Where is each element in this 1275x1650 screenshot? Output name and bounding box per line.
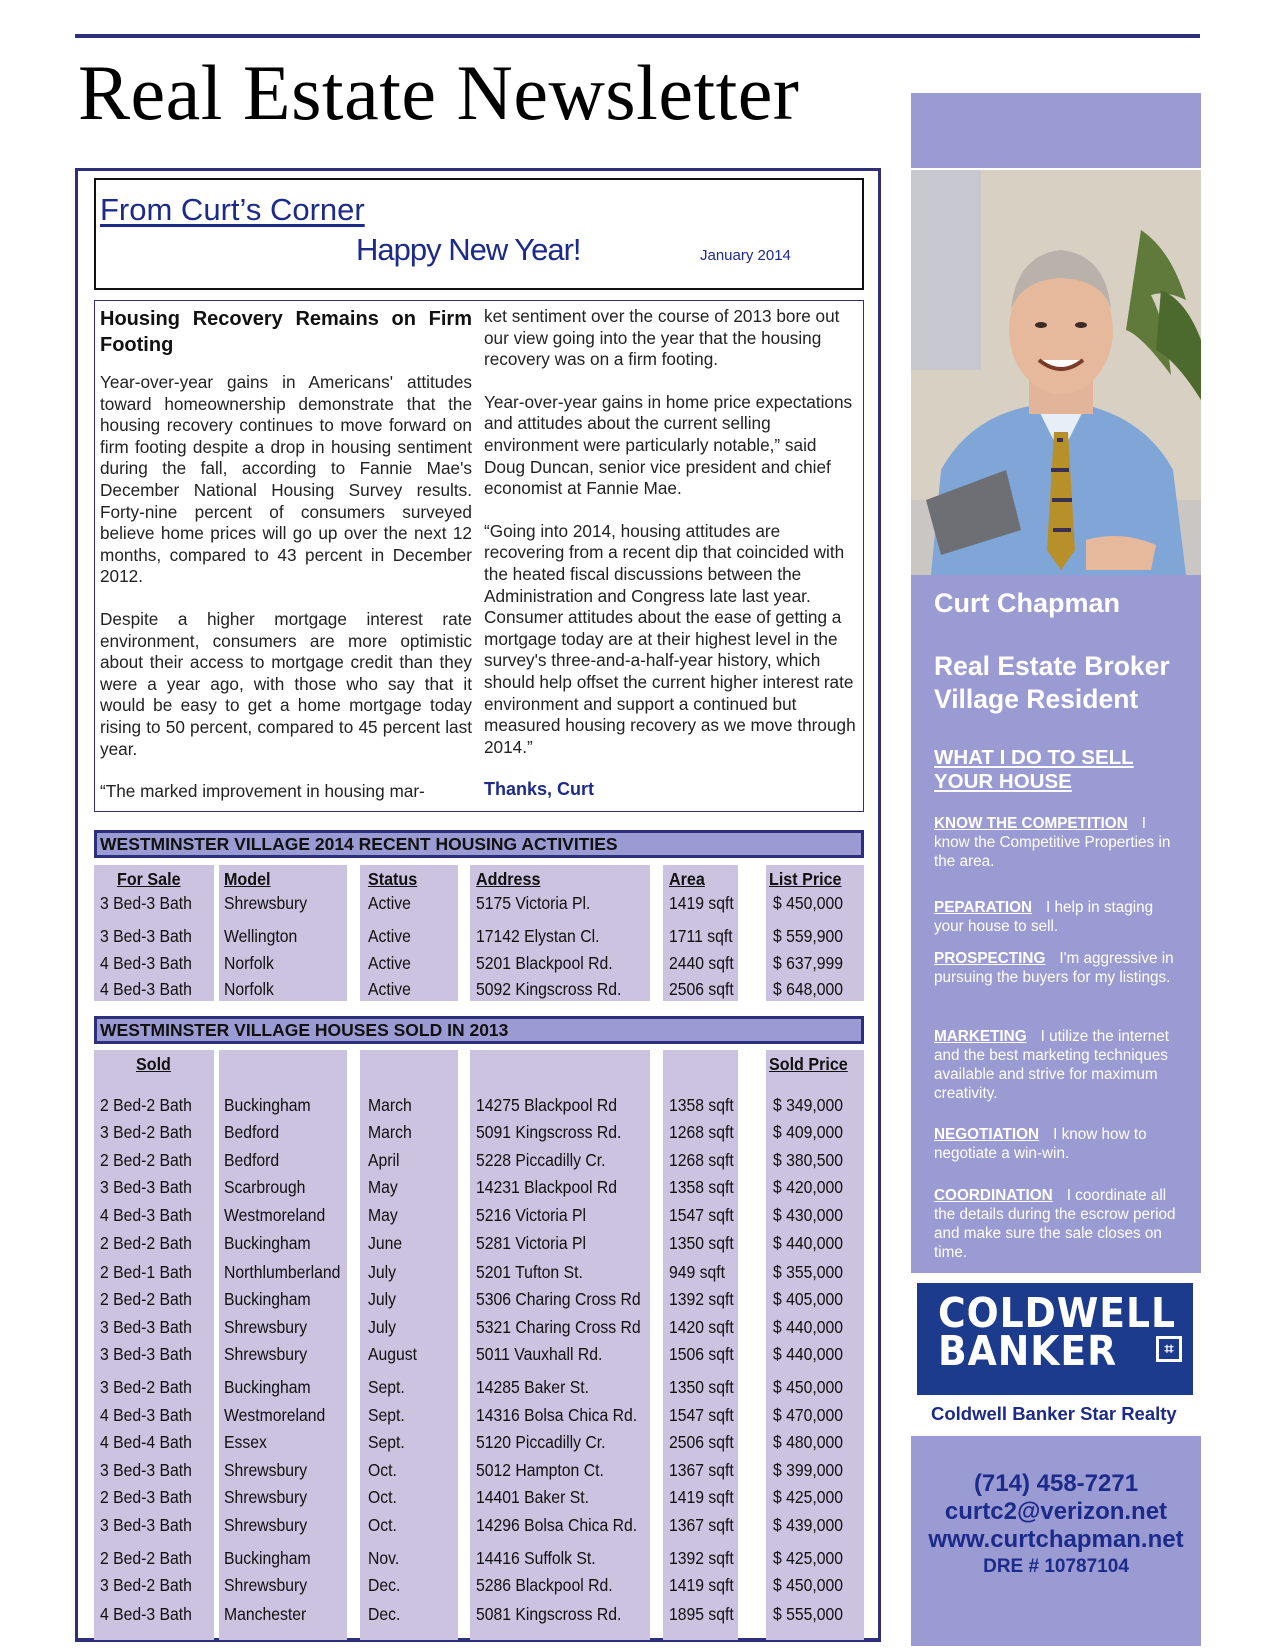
table-cell: $ 399,000	[773, 1460, 844, 1480]
table-cell: 1350 sqft	[669, 1377, 734, 1397]
table-cell: Sept.	[368, 1405, 405, 1425]
table-cell: 14316 Bolsa Chica Rd.	[476, 1405, 638, 1425]
table-cell: Manchester	[224, 1604, 307, 1624]
recent-activities-header: WESTMINSTER VILLAGE 2014 RECENT HOUSING ACTIVITIES	[94, 830, 864, 858]
table-cell: April	[368, 1150, 400, 1170]
table-cell: July	[368, 1289, 397, 1309]
table-cell: Active	[368, 926, 411, 946]
table-column-header: Status	[368, 869, 418, 889]
table-cell: Scarbrough	[224, 1177, 306, 1197]
service-item-text: I help in staging your house to sell.	[934, 899, 1154, 935]
service-item-text: I know the Competitive Properties in the area.	[934, 815, 1171, 870]
table-cell: 3 Bed-2 Bath	[100, 1575, 192, 1595]
broker-portrait-image	[911, 170, 1201, 575]
greeting: Happy New Year!	[356, 232, 581, 267]
table-cell: 3 Bed-3 Bath	[100, 1460, 192, 1480]
table-cell: 5281 Victoria Pl	[476, 1233, 587, 1253]
service-item-text: I know how to negotiate a win-win.	[934, 1126, 1147, 1162]
table-cell: 2 Bed-2 Bath	[100, 1233, 192, 1253]
table-cell: Buckingham	[224, 1289, 311, 1309]
table-cell: 1367 sqft	[669, 1515, 734, 1535]
service-item-title: KNOW THE COMPETITION	[934, 815, 1128, 832]
table-cell: 1419 sqft	[669, 1487, 734, 1507]
table-cell: May	[368, 1205, 398, 1225]
table-cell: $ 355,000	[773, 1262, 844, 1282]
article-paragraph: Year-over-year gains in home price expectations and attitudes about the current selling environment were particularly notable,” said Doug Duncan, senior vice president and chief economist at Fannie Mae.	[484, 391, 853, 499]
service-item	[934, 1186, 1184, 1262]
table-cell: July	[368, 1317, 397, 1337]
table-cell: 3 Bed-3 Bath	[100, 1177, 192, 1197]
table-cell: 4 Bed-3 Bath	[100, 979, 192, 999]
table-cell: 5286 Blackpool Rd.	[476, 1575, 613, 1595]
corner-title: From Curt’s Corner	[100, 192, 365, 227]
table-cell: Norfolk	[224, 953, 274, 973]
table-cell: $ 450,000	[773, 1377, 844, 1397]
table-cell: 2 Bed-3 Bath	[100, 1487, 192, 1507]
table-cell: $ 430,000	[773, 1205, 844, 1225]
table-cell: 3 Bed-3 Bath	[100, 1515, 192, 1535]
table-cell: Nov.	[368, 1548, 400, 1568]
table-cell: 2 Bed-1 Bath	[100, 1262, 192, 1282]
article-paragraph: Despite a higher mortgage interest rate environment, consumers are more optimistic about their access to mortgage credit than they were a year ago, with those who say that it would be easy to get a home mortgage today rising to 50 percent, compared to 45 percent last year.	[100, 608, 472, 759]
table-cell: 1895 sqft	[669, 1604, 734, 1624]
table-cell: March	[368, 1095, 412, 1115]
table-cell: Buckingham	[224, 1095, 311, 1115]
table-cell: June	[368, 1233, 403, 1253]
brand-emblem-icon: ⌗	[1156, 1336, 1182, 1362]
table-cell: 1392 sqft	[669, 1289, 734, 1309]
table-cell: 14401 Baker St.	[476, 1487, 589, 1507]
table-cell: $ 450,000	[773, 1575, 844, 1595]
table-cell: 5081 Kingscross Rd.	[476, 1604, 622, 1624]
table-cell: Active	[368, 893, 411, 913]
table-cell: 1392 sqft	[669, 1548, 734, 1568]
table-cell: $ 440,000	[773, 1317, 844, 1337]
table-cell: 4 Bed-4 Bath	[100, 1432, 192, 1452]
table-cell: Sept.	[368, 1377, 405, 1397]
table-cell: 5228 Piccadilly Cr.	[476, 1150, 606, 1170]
table-cell: Dec.	[368, 1604, 401, 1624]
table-cell: May	[368, 1177, 398, 1197]
table-cell: 4 Bed-3 Bath	[100, 1604, 192, 1624]
table-cell: 2506 sqft	[669, 979, 734, 999]
table-cell: 1419 sqft	[669, 893, 734, 913]
table-cell: 5091 Kingscross Rd.	[476, 1122, 622, 1142]
table-cell: 4 Bed-3 Bath	[100, 1405, 192, 1425]
table-cell: 2 Bed-2 Bath	[100, 1548, 192, 1568]
table-column-header: Area	[669, 869, 705, 889]
broker-role-line: Real Estate Broker	[934, 651, 1170, 681]
table-cell: July	[368, 1262, 397, 1282]
article-left-column	[100, 306, 472, 824]
table-cell: $ 380,500	[773, 1150, 844, 1170]
table-cell: 1420 sqft	[669, 1317, 734, 1337]
table-cell: Shrewsbury	[224, 893, 308, 913]
service-item	[934, 898, 1184, 936]
table-cell: $ 409,000	[773, 1122, 844, 1142]
article-paragraph: “The marked improvement in housing mar-	[100, 781, 425, 802]
service-item-text: I coordinate all the details during the escrow period and make sure the sale closes on time.	[934, 1187, 1176, 1261]
table-cell: 3 Bed-2 Bath	[100, 1377, 192, 1397]
table-cell: Shrewsbury	[224, 1487, 308, 1507]
table-cell: 3 Bed-3 Bath	[100, 926, 192, 946]
table-cell: Oct.	[368, 1487, 397, 1507]
table-cell: 2506 sqft	[669, 1432, 734, 1452]
table-cell: Shrewsbury	[224, 1460, 308, 1480]
services-heading	[934, 746, 1134, 794]
service-item	[934, 1125, 1184, 1163]
table-cell: Oct.	[368, 1460, 397, 1480]
broker-photo	[911, 170, 1201, 575]
table-cell: Shrewsbury	[224, 1575, 308, 1595]
table-cell: Sept.	[368, 1432, 405, 1452]
table-cell: $ 559,900	[773, 926, 844, 946]
website-link[interactable]: www.curtchapman.net	[928, 1526, 1184, 1553]
table-cell: Westmoreland	[224, 1205, 326, 1225]
table-cell: Buckingham	[224, 1548, 311, 1568]
table-cell: Active	[368, 953, 411, 973]
table-cell: March	[368, 1122, 412, 1142]
issue-date: January 2014	[700, 247, 791, 264]
broker-role-line: Village Resident	[934, 684, 1139, 714]
article-heading: Housing Recovery Remains on Firm Footing	[100, 308, 472, 356]
table-cell: 5012 Hampton Ct.	[476, 1460, 604, 1480]
table-cell: 3 Bed-3 Bath	[100, 1344, 192, 1364]
table-cell: 1350 sqft	[669, 1233, 734, 1253]
table-cell: 1268 sqft	[669, 1122, 734, 1142]
phone-number[interactable]: (714) 458-7271	[973, 1470, 1139, 1497]
service-item	[934, 949, 1184, 987]
table-cell: 2 Bed-2 Bath	[100, 1289, 192, 1309]
service-item-title: PROSPECTING	[934, 950, 1046, 967]
table-cell: Buckingham	[224, 1233, 311, 1253]
service-item-title: NEGOTIATION	[934, 1126, 1040, 1143]
table-cell: 1506 sqft	[669, 1344, 734, 1364]
table-cell: 5201 Tufton St.	[476, 1262, 583, 1282]
license-number: DRE # 10787104	[983, 1556, 1129, 1577]
table-cell: 3 Bed-3 Bath	[100, 893, 192, 913]
brand-line: BANKER	[938, 1327, 1118, 1375]
table-cell: 1419 sqft	[669, 1575, 734, 1595]
table-cell: Oct.	[368, 1515, 397, 1535]
table-cell: 4 Bed-3 Bath	[100, 1205, 192, 1225]
table-cell: Wellington	[224, 926, 298, 946]
brand-wordmark	[938, 1289, 1176, 1375]
service-item-title: COORDINATION	[934, 1187, 1053, 1204]
table-cell: $ 555,000	[773, 1604, 844, 1624]
newsletter-title: Real Estate Newsletter	[78, 49, 800, 136]
table-cell: Shrewsbury	[224, 1317, 308, 1337]
table-cell: 2440 sqft	[669, 953, 734, 973]
table-cell: 1358 sqft	[669, 1095, 734, 1115]
table-cell: 3 Bed-3 Bath	[100, 1317, 192, 1337]
table-column-header: Sold	[135, 1054, 171, 1074]
table-cell: 1268 sqft	[669, 1150, 734, 1170]
table-cell: $ 425,000	[773, 1487, 844, 1507]
table-cell: 5306 Charing Cross Rd	[476, 1289, 641, 1309]
table-cell: 2 Bed-2 Bath	[100, 1095, 192, 1115]
table-cell: 3 Bed-2 Bath	[100, 1122, 192, 1142]
table-cell: August	[368, 1344, 418, 1364]
table-cell: $ 637,999	[773, 953, 844, 973]
table-cell: $ 349,000	[773, 1095, 844, 1115]
sold-houses-header: WESTMINSTER VILLAGE HOUSES SOLD IN 2013	[94, 1016, 864, 1044]
table-cell: 1358 sqft	[669, 1177, 734, 1197]
table-cell: $ 648,000	[773, 979, 844, 999]
table-cell: $ 470,000	[773, 1405, 844, 1425]
table-cell: Norfolk	[224, 979, 274, 999]
article-paragraph: ket sentiment over the course of 2013 bore out our view going into the year that the housing recovery was on a firm footing.	[484, 306, 840, 370]
service-item	[934, 814, 1184, 871]
table-cell: 5201 Blackpool Rd.	[476, 953, 613, 973]
table-cell: Bedford	[224, 1122, 280, 1142]
table-cell: 5175 Victoria Pl.	[476, 893, 591, 913]
table-cell: Westmoreland	[224, 1405, 326, 1425]
brokerage-office: Coldwell Banker Star Realty	[931, 1403, 1177, 1424]
table-cell: 5011 Vauxhall Rd.	[476, 1344, 603, 1364]
table-cell: 5216 Victoria Pl	[476, 1205, 587, 1225]
table-cell: $ 425,000	[773, 1548, 844, 1568]
table-cell: Shrewsbury	[224, 1344, 308, 1364]
table-column-header: For Sale	[117, 869, 181, 889]
table-cell: 5092 Kingscross Rd.	[476, 979, 622, 999]
table-cell: $ 420,000	[773, 1177, 844, 1197]
table-cell: 1711 sqft	[669, 926, 733, 946]
broker-name: Curt Chapman	[934, 588, 1121, 618]
table-cell: 4 Bed-3 Bath	[100, 953, 192, 973]
table-cell: $ 405,000	[773, 1289, 844, 1309]
sidebar-top-band	[911, 93, 1201, 168]
signoff: Thanks, Curt	[484, 779, 595, 800]
table-cell: Essex	[224, 1432, 267, 1452]
table-cell: 2 Bed-2 Bath	[100, 1150, 192, 1170]
table-cell: $ 450,000	[773, 893, 844, 913]
table-cell: Bedford	[224, 1150, 280, 1170]
top-rule	[75, 34, 1200, 38]
table-cell: 14416 Suffolk St.	[476, 1548, 596, 1568]
services-heading-line: WHAT I DO TO SELL	[934, 746, 1134, 769]
table-cell: 17142 Elystan Cl.	[476, 926, 600, 946]
table-cell: Dec.	[368, 1575, 401, 1595]
service-item-title: PEPARATION	[934, 899, 1033, 916]
service-item-title: MARKETING	[934, 1028, 1027, 1045]
table-cell: $ 440,000	[773, 1233, 844, 1253]
table-cell: 949 sqft	[669, 1262, 726, 1282]
table-cell: 1547 sqft	[669, 1205, 734, 1225]
table-cell: Northlumberland	[224, 1262, 341, 1282]
table-cell: $ 439,000	[773, 1515, 844, 1535]
table-cell: Active	[368, 979, 411, 999]
table-cell: 14275 Blackpool Rd	[476, 1095, 617, 1115]
table-cell: 14285 Baker St.	[476, 1377, 589, 1397]
services-heading-line: YOUR HOUSE	[934, 770, 1072, 793]
brand-line: COLDWELL	[938, 1289, 1176, 1337]
table-cell: 5120 Piccadilly Cr.	[476, 1432, 606, 1452]
service-item-text: I'm aggressive in pursuing the buyers for my listings.	[934, 950, 1174, 986]
table-cell: 5321 Charing Cross Rd	[476, 1317, 641, 1337]
table-cell: $ 440,000	[773, 1344, 844, 1364]
table-cell: 14296 Bolsa Chica Rd.	[476, 1515, 638, 1535]
article-paragraph: “Going into 2014, housing attitudes are recovering from a recent dip that coincided with the heated fiscal discussions between the Administration and Congress late last year. Consumer attitudes about the ease of getting a mortgage today are at their highest level in the survey's three-and-a-half-year history, which should help offset the current higher interest rate environment and support a continued but measured housing recovery as we move through 2014.”	[484, 520, 856, 757]
email-link[interactable]: curtc2@verizon.net	[944, 1498, 1168, 1525]
table-cell: $ 480,000	[773, 1432, 844, 1452]
article-right-column	[484, 306, 857, 801]
table-cell: 1547 sqft	[669, 1405, 734, 1425]
service-item	[934, 1027, 1184, 1103]
table-cell: 1367 sqft	[669, 1460, 734, 1480]
table-cell: 14231 Blackpool Rd	[476, 1177, 617, 1197]
service-item-text: I utilize the internet and the best marketing techniques available and strive for maximum creativity.	[934, 1028, 1170, 1102]
article-paragraph: Year-over-year gains in Americans' attitudes toward homeownership demonstrate that the housing recovery continues to move forward on firm footing despite a drop in housing sentiment during the fall, according to Fannie Mae's December National Housing Survey results. Forty-nine percent of consumers surveyed believe home prices will go up over the next 12 months, compared to 43 percent in December 2012.	[100, 372, 472, 587]
table-column-header: Address	[476, 869, 541, 889]
table-column-header: Model	[224, 869, 271, 889]
broker-role	[934, 650, 1170, 716]
table-column-header: Sold Price	[769, 1054, 848, 1074]
table-cell: Buckingham	[224, 1377, 311, 1397]
table-column-header: List Price	[769, 869, 842, 889]
table-cell: Shrewsbury	[224, 1515, 308, 1535]
